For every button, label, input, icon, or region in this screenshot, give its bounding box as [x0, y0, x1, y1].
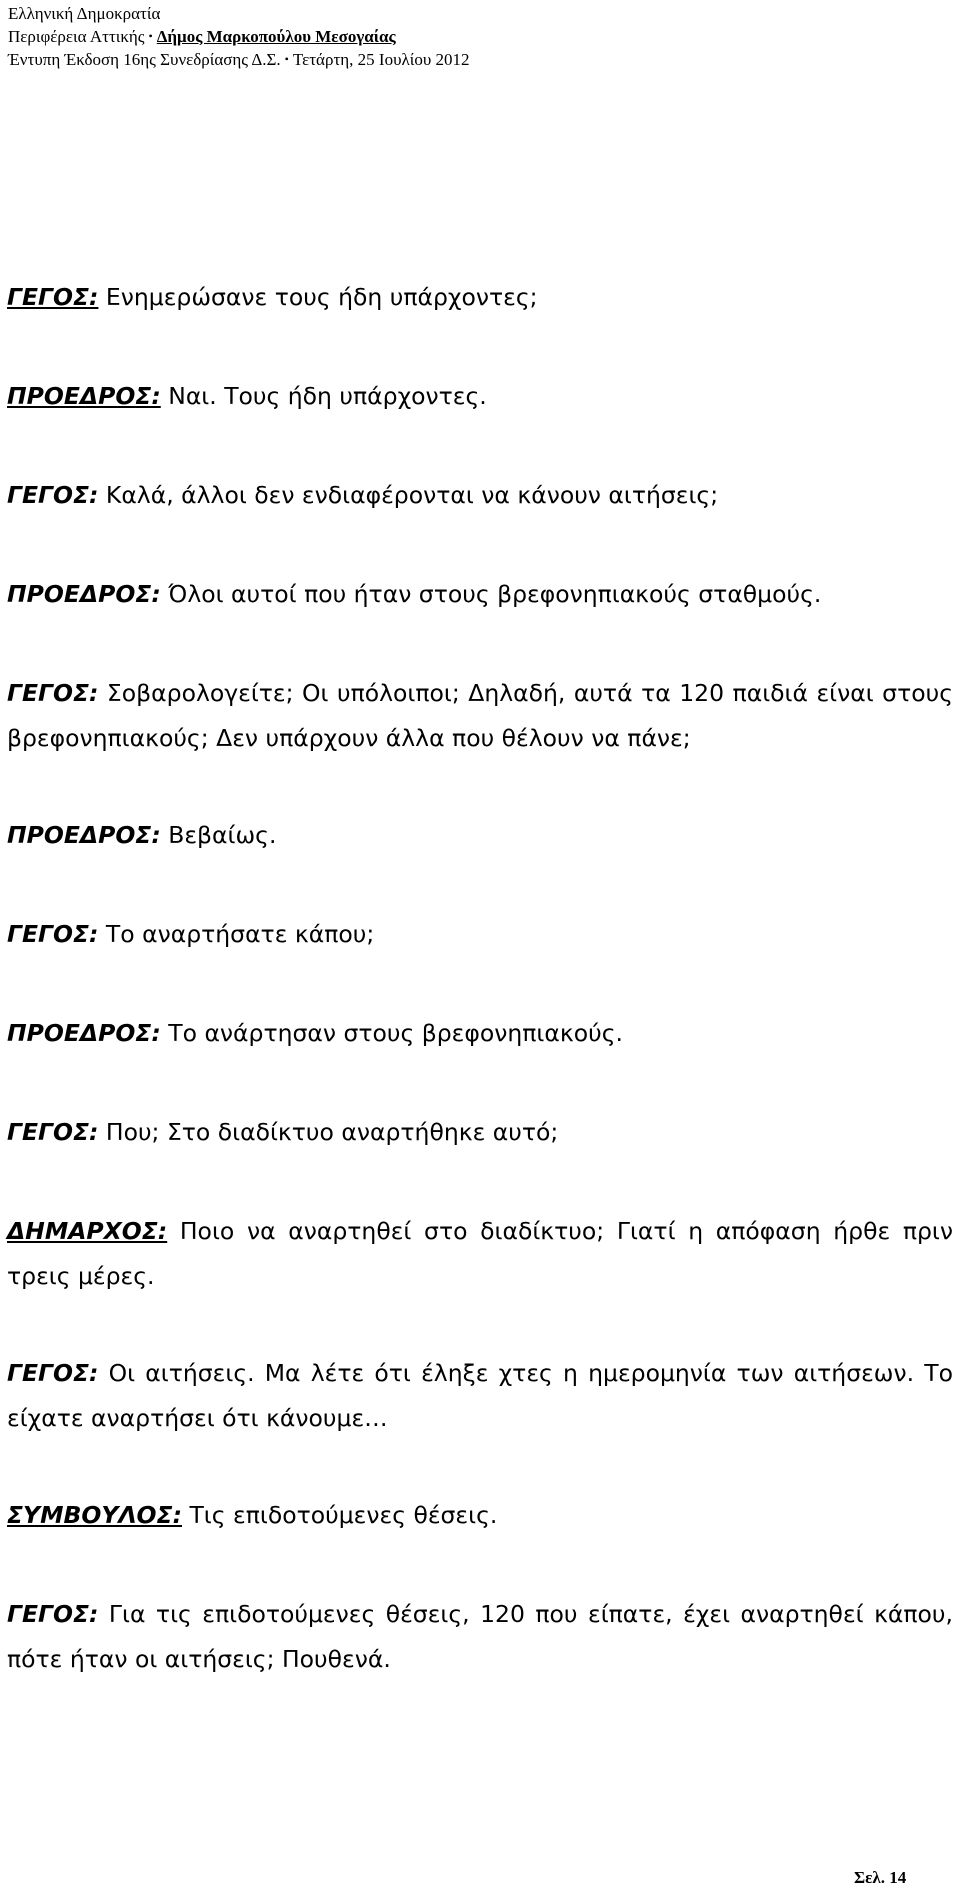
- speech-text: Ποιο να αναρτηθεί στο διαδίκτυο; Γιατί η απόφαση ήρθε πριν τρεις μέρες.: [7, 1217, 953, 1290]
- transcript-body: [7, 275, 953, 1734]
- header-edition-line: [8, 48, 469, 71]
- bullet-separator: •: [284, 52, 289, 66]
- speech-text: Σοβαρολογείτε; Οι υπόλοιποι; Δηλαδή, αυτά τα 120 παιδιά είναι στους βρεφονηπιακούς; Δεν υπάρχουν άλλα που θέλουν να πάνε;: [7, 679, 953, 752]
- transcript-entry: [7, 1110, 953, 1155]
- transcript-entry: [7, 572, 953, 617]
- speech-text: Καλά, άλλοι δεν ενδιαφέρονται να κάνουν αιτήσεις;: [98, 481, 719, 509]
- header-date: Τετάρτη, 25 Ιουλίου 2012: [292, 50, 470, 69]
- page-number: Σελ. 14: [854, 1868, 907, 1887]
- speech-text: Που; Στο διαδίκτυο αναρτήθηκε αυτό;: [98, 1118, 559, 1146]
- transcript-entry: [7, 473, 953, 518]
- speaker-name: ΓΕΓΟΣ:: [7, 481, 99, 509]
- transcript-entry: [7, 912, 953, 957]
- speech-text: Ναι. Τους ήδη υπάρχοντες.: [160, 382, 487, 410]
- transcript-entry: [7, 374, 953, 419]
- header-region-line: [8, 25, 469, 48]
- speech-text: Τις επιδοτούμενες θέσεις.: [181, 1501, 498, 1529]
- speaker-name: ΔΗΜΑΡΧΟΣ:: [7, 1217, 168, 1245]
- speech-text: Βεβαίως.: [160, 821, 277, 849]
- speaker-name: ΠΡΟΕΔΡΟΣ:: [7, 382, 161, 410]
- speaker-name: ΓΕΓΟΣ:: [7, 283, 99, 311]
- transcript-entry: [7, 1209, 953, 1299]
- speech-text: Όλοι αυτοί που ήταν στους βρεφονηπιακούς σταθμούς.: [160, 580, 822, 608]
- speech-text: Το ανάρτησαν στους βρεφονηπιακούς.: [160, 1019, 623, 1047]
- speaker-name: ΓΕΓΟΣ:: [7, 920, 99, 948]
- bullet-separator: •: [148, 29, 153, 43]
- speaker-name: ΠΡΟΕΔΡΟΣ:: [7, 1019, 161, 1047]
- transcript-entry: [7, 813, 953, 858]
- transcript-entry: [7, 275, 953, 320]
- speaker-name: ΠΡΟΕΔΡΟΣ:: [7, 821, 161, 849]
- speech-text: Οι αιτήσεις. Μα λέτε ότι έληξε χτες η ημερομηνία των αιτήσεων. Το είχατε αναρτήσει ότι κάνουμε…: [7, 1359, 953, 1432]
- speech-text: Για τις επιδοτούμενες θέσεις, 120 που είπατε, έχει αναρτηθεί κάπου, πότε ήταν οι αιτήσεις; Πουθενά.: [7, 1600, 953, 1673]
- transcript-entry: [7, 1493, 953, 1538]
- speech-text: Το αναρτήσατε κάπου;: [98, 920, 375, 948]
- header-region: Περιφέρεια Αττικής: [8, 27, 145, 46]
- document-header: [8, 2, 469, 71]
- speaker-name: ΓΕΓΟΣ:: [7, 679, 99, 707]
- transcript-entry: [7, 1592, 953, 1682]
- header-edition: Έντυπη Έκδοση 16ης Συνεδρίασης Δ.Σ.: [8, 50, 281, 69]
- header-country: Ελληνική Δημοκρατία: [8, 4, 161, 23]
- speaker-name: ΓΕΓΟΣ:: [7, 1118, 99, 1146]
- transcript-entry: [7, 1351, 953, 1441]
- speaker-name: ΓΕΓΟΣ:: [7, 1600, 99, 1628]
- transcript-entry: [7, 1011, 953, 1056]
- speaker-name: ΣΥΜΒΟΥΛΟΣ:: [7, 1501, 182, 1529]
- transcript-entry: [7, 671, 953, 761]
- speaker-name: ΠΡΟΕΔΡΟΣ:: [7, 580, 161, 608]
- speaker-name: ΓΕΓΟΣ:: [7, 1359, 99, 1387]
- header-municipality: Δήμος Μαρκοπούλου Μεσογαίας: [156, 27, 396, 46]
- speech-text: Ενημερώσανε τους ήδη υπάρχοντες;: [98, 283, 538, 311]
